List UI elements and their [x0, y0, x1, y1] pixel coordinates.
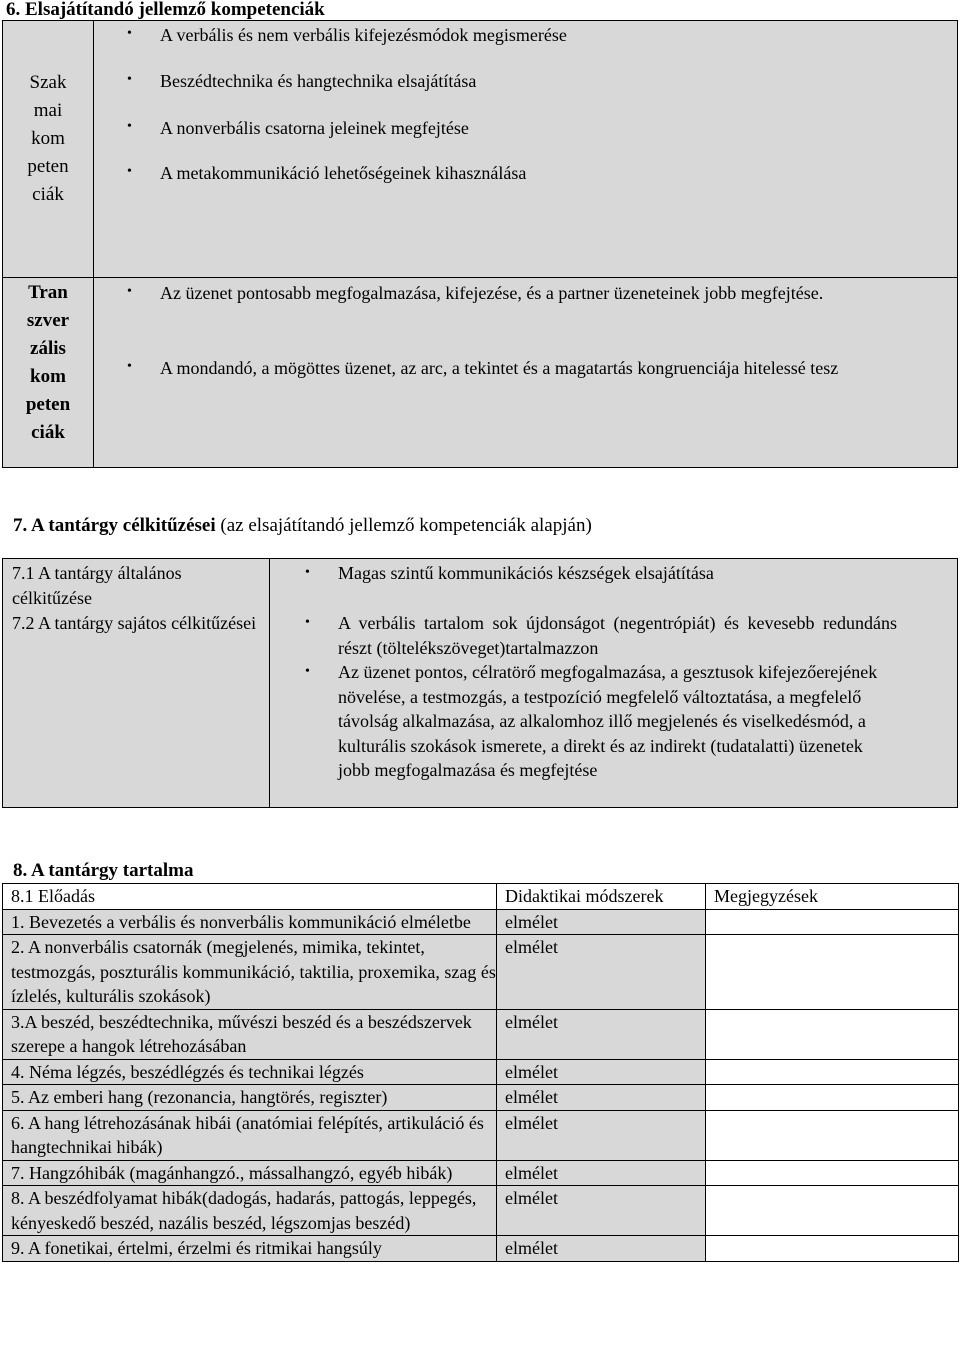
topic-cell: 4. Néma légzés, beszédlégzés és technikai légzés — [3, 1059, 497, 1085]
method-cell: elmélet — [497, 1085, 706, 1111]
label-line: Szak — [29, 72, 67, 93]
method-cell: elmélet — [497, 1160, 706, 1186]
column-divider — [93, 21, 94, 467]
row-divider — [3, 277, 957, 278]
label-line: peten — [27, 156, 69, 177]
list-item: A metakommunikáció lehetőségeinek kihasználása — [160, 163, 527, 183]
method-cell: elmélet — [497, 1236, 706, 1262]
bullet-icon: • — [127, 119, 132, 134]
note-cell — [706, 1110, 959, 1160]
bullet-icon: • — [127, 164, 132, 179]
header-methods: Didaktikai módszerek — [497, 884, 706, 910]
label-line: kom — [30, 366, 66, 387]
column-divider — [269, 559, 270, 807]
note-cell — [706, 1009, 959, 1059]
bullet-icon: • — [127, 72, 132, 87]
table-row — [3, 1009, 959, 1059]
list-item: Az üzenet pontosabb megfogalmazása, kifejezése, és a partner üzeneteinek jobb megfejtése. — [160, 283, 824, 303]
topic-cell: 2. A nonverbális csatornák (megjelenés, mimika, tekintet, testmozgás, poszturális kommunikáció, taktilia, proxemika, szag és ízlelés, kulturális szokások) — [3, 935, 497, 1010]
method-cell: elmélet — [497, 909, 706, 935]
note-cell — [706, 1236, 959, 1262]
label-line: ciák — [31, 422, 65, 443]
section-7-title-bold: 7. A tantárgy célkitűzései — [13, 515, 216, 536]
general-objective-label: 7.1 A tantárgy általános célkitűzése — [12, 563, 182, 608]
table-row — [3, 1110, 959, 1160]
section-7-title-rest: (az elsajátítandó jellemző kompetenciák alapján) — [215, 515, 592, 536]
topic-cell: 7. Hangzóhibák (magánhangzó., mássalhangzó, egyéb hibák) — [3, 1160, 497, 1186]
table-row — [3, 909, 959, 935]
topic-cell: 9. A fonetikai, értelmi, érzelmi és ritmikai hangsúly — [3, 1236, 497, 1262]
note-cell — [706, 1085, 959, 1111]
bullet-icon: • — [305, 565, 310, 580]
transversal-competencies-label — [3, 279, 93, 447]
method-cell: elmélet — [497, 1059, 706, 1085]
table-row — [3, 1236, 959, 1262]
table-row — [3, 1186, 959, 1236]
note-cell — [706, 1186, 959, 1236]
objectives-table — [2, 558, 958, 808]
note-cell — [706, 1059, 959, 1085]
topic-cell: 3.A beszéd, beszédtechnika, művészi beszéd és a beszédszervek szerepe a hangok létrehozásában — [3, 1009, 497, 1059]
method-cell: elmélet — [497, 1009, 706, 1059]
bullet-icon: • — [305, 664, 310, 679]
professional-competencies-label — [3, 69, 93, 209]
list-item: A mondandó, a mögöttes üzenet, az arc, a tekintet és a magatartás kongruenciája hitelessé tesz — [160, 358, 839, 378]
label-line: mai — [33, 100, 63, 121]
table-row — [3, 1059, 959, 1085]
content-table — [2, 883, 959, 1262]
method-cell: elmélet — [497, 1186, 706, 1236]
topic-cell: 6. A hang létrehozásának hibái (anatómiai felépítés, artikuláció és hangtechnikai hibák) — [3, 1110, 497, 1160]
note-cell — [706, 909, 959, 935]
label-line: zális — [30, 338, 66, 359]
specific-objectives-label: 7.2 A tantárgy sajátos célkitűzései — [12, 613, 257, 633]
table-header-row — [3, 884, 959, 910]
list-item: A nonverbális csatorna jeleinek megfejtése — [160, 118, 469, 138]
section-7-title — [13, 516, 592, 536]
label-line: ciák — [32, 184, 64, 205]
label-line: Tran — [28, 282, 68, 303]
section-8-title: 8. A tantárgy tartalma — [13, 860, 194, 881]
note-cell — [706, 935, 959, 1010]
label-line: peten — [25, 394, 71, 415]
bullet-icon: • — [305, 615, 310, 630]
topic-cell: 1. Bevezetés a verbális és nonverbális kommunikáció elméletbe — [3, 909, 497, 935]
list-item: A verbális tartalom sok újdonságot (negentrópiát) és kevesebb redundáns részt (töltelékszöveget)tartalmazzon — [338, 613, 897, 658]
header-lecture: 8.1 Előadás — [3, 884, 497, 910]
method-cell: elmélet — [497, 935, 706, 1010]
list-item: A verbális és nem verbális kifejezésmódok megismerése — [160, 25, 567, 45]
bullet-icon: • — [127, 359, 132, 374]
table-row — [3, 1085, 959, 1111]
list-item: Magas szintű kommunikációs készségek elsajátítása — [338, 563, 714, 583]
bullet-icon: • — [127, 284, 132, 299]
label-line: szver — [26, 310, 70, 331]
table-row — [3, 1160, 959, 1186]
list-item: Beszédtechnika és hangtechnika elsajátítása — [160, 71, 477, 91]
topic-cell: 8. A beszédfolyamat hibák(dadogás, hadarás, pattogás, leppegés, kényeskedő beszéd, nazális beszéd, légszomjas beszéd) — [3, 1186, 497, 1236]
competencies-table — [2, 20, 958, 468]
header-notes: Megjegyzések — [706, 884, 959, 910]
method-cell: elmélet — [497, 1110, 706, 1160]
table-row — [3, 935, 959, 1010]
topic-cell: 5. Az emberi hang (rezonancia, hangtörés, regiszter) — [3, 1085, 497, 1111]
bullet-icon: • — [127, 26, 132, 41]
list-item: Az üzenet pontos, célratörő megfogalmazása, a gesztusok kifejezőerejének növelése, a testmozgás, a testpozíció megfelelő változtatása, a megfelelő távolság alkalmazása, az alkalomhoz illő megjelenés és viselkedésmód, a kulturális szokások ismerete, a direkt és az indirekt (tudatalatti) üzenetek jobb megfogalmazása és megfejtése — [338, 662, 878, 780]
note-cell — [706, 1160, 959, 1186]
section-6-title: 6. Elsajátítandó jellemző kompetenciák — [6, 0, 325, 20]
label-line: kom — [31, 128, 65, 149]
